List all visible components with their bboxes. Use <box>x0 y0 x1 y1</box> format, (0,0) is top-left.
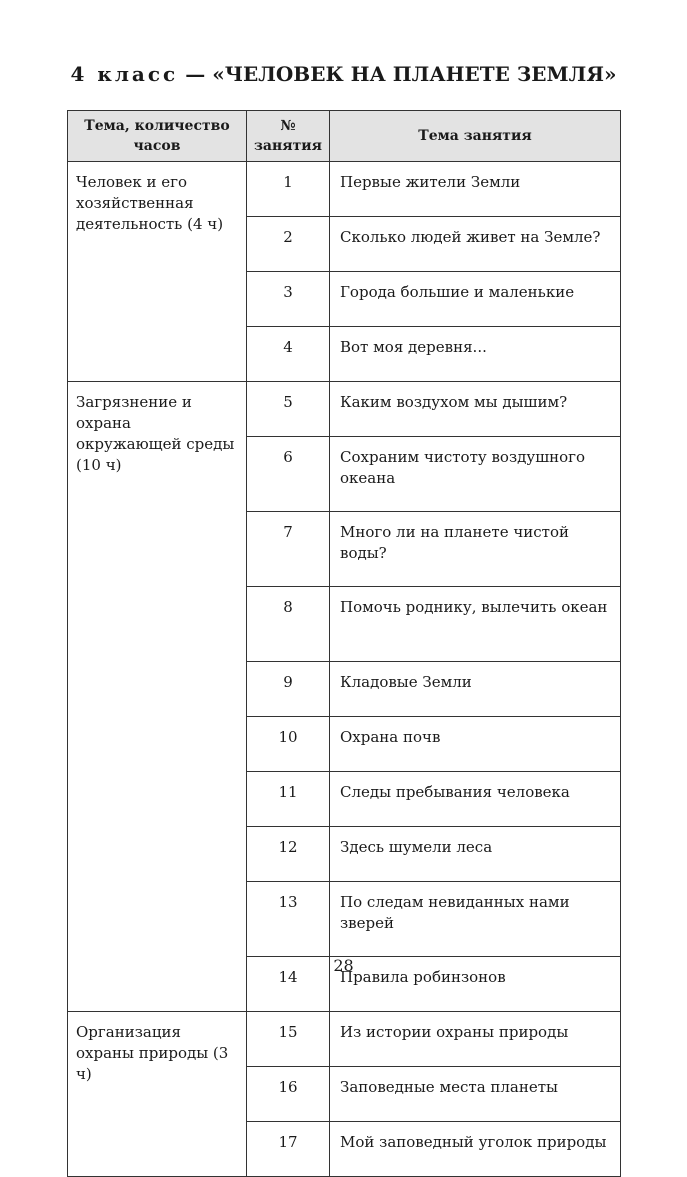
lesson-topic: Из истории охраны природы <box>330 1012 621 1067</box>
lesson-number: 15 <box>247 1012 330 1067</box>
table-row <box>68 1012 621 1067</box>
lesson-number: 10 <box>247 717 330 772</box>
lesson-topic: Каким воздухом мы дышим? <box>330 382 621 437</box>
lesson-number: 7 <box>247 512 330 587</box>
title-dash: — <box>185 62 206 86</box>
lesson-number: 17 <box>247 1122 330 1177</box>
lesson-topic: Правила робинзонов <box>330 957 621 1012</box>
header-theme: Тема, количество часов <box>68 111 247 162</box>
lesson-topic: Много ли на планете чистой воды? <box>330 512 621 587</box>
header-lesson-number: № занятия <box>247 111 330 162</box>
lesson-topic: Сколько людей живет на Земле? <box>330 217 621 272</box>
theme-cell: Организация охраны природы (3 ч) <box>68 1012 247 1177</box>
table-row <box>68 162 621 217</box>
lesson-number: 3 <box>247 272 330 327</box>
lesson-topic: По следам невиданных нами зверей <box>330 882 621 957</box>
theme-cell: Загрязнение и охрана окружающей среды (10 ч) <box>68 382 247 1012</box>
lesson-number: 5 <box>247 382 330 437</box>
table-header-row <box>68 111 621 162</box>
lesson-topic: Сохраним чистоту воздушного океана <box>330 437 621 512</box>
page-number: 28 <box>333 956 354 975</box>
header-lesson-topic: Тема занятия <box>330 111 621 162</box>
lesson-number: 6 <box>247 437 330 512</box>
lesson-number: 11 <box>247 772 330 827</box>
lesson-topic: Помочь роднику, вылечить океан <box>330 587 621 662</box>
lesson-number: 9 <box>247 662 330 717</box>
lesson-topic: Вот моя деревня... <box>330 327 621 382</box>
lesson-number: 8 <box>247 587 330 662</box>
lesson-number: 4 <box>247 327 330 382</box>
lesson-topic: Заповедные места планеты <box>330 1067 621 1122</box>
lesson-number: 16 <box>247 1067 330 1122</box>
grade-label: 4 класс <box>70 62 179 86</box>
course-name: «ЧЕЛОВЕК НА ПЛАНЕТЕ ЗЕМЛЯ» <box>212 62 617 86</box>
lesson-number: 13 <box>247 882 330 957</box>
lesson-topic: Города большие и маленькие <box>330 272 621 327</box>
lesson-number: 1 <box>247 162 330 217</box>
lesson-topic: Охрана почв <box>330 717 621 772</box>
lesson-number: 12 <box>247 827 330 882</box>
theme-cell: Человек и его хозяйственная деятельность (4 ч) <box>68 162 247 382</box>
lesson-topic: Первые жители Земли <box>330 162 621 217</box>
lesson-topic: Кладовые Земли <box>330 662 621 717</box>
lesson-number: 14 <box>247 957 330 1012</box>
table-row <box>68 382 621 437</box>
lesson-number: 2 <box>247 217 330 272</box>
lesson-topic: Здесь шумели леса <box>330 827 621 882</box>
lesson-topic: Мой заповедный уголок природы <box>330 1122 621 1177</box>
page-title <box>0 62 687 86</box>
curriculum-table <box>67 110 621 1177</box>
lesson-topic: Следы пребывания человека <box>330 772 621 827</box>
